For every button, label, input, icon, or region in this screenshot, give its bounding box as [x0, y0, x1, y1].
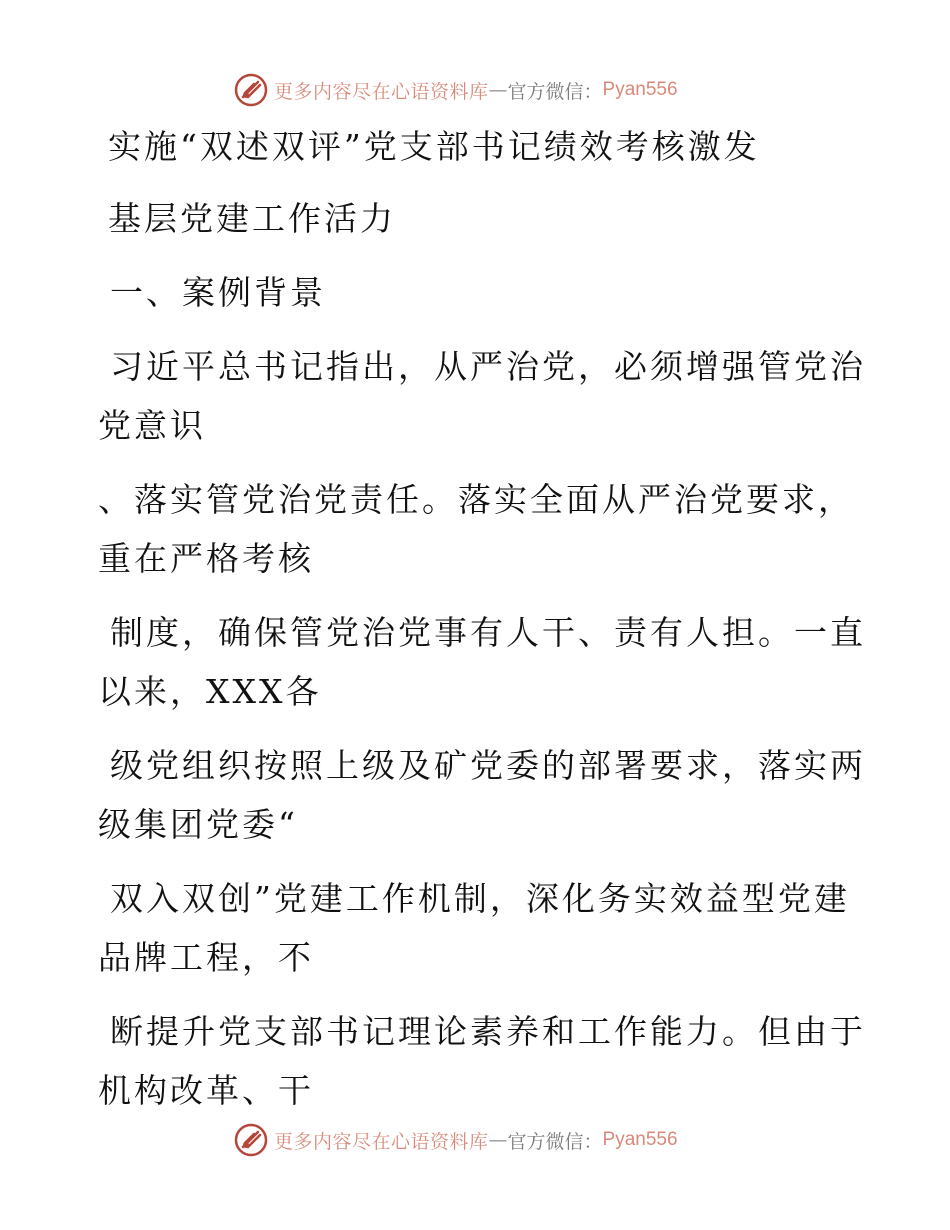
- body-line: 双入双创”党建工作机制，深化务实效益型党建: [110, 879, 850, 918]
- body-line: 机构改革、干: [98, 1071, 314, 1110]
- body-line: 以来，XXX各: [98, 672, 322, 711]
- body-line: 级党组织按照上级及矿党委的部署要求，落实两: [110, 746, 866, 785]
- document-title-line-2: 基层党建工作活力: [108, 199, 396, 238]
- watermark-label: 官方微信：: [507, 1130, 603, 1153]
- header-watermark: [234, 72, 678, 108]
- body-line: 品牌工程，不: [98, 938, 314, 977]
- body-line: 制度，确保管党治党事有人干、责有人担。一直: [110, 613, 866, 652]
- body-line: 、落实管党治党责任。落实全面从严治党要求，: [98, 480, 854, 519]
- body-line: 党意识: [98, 406, 206, 445]
- watermark-wechat-id: Pyan556: [602, 79, 678, 100]
- body-line: 级集团党委“: [98, 805, 298, 844]
- watermark-label: 官方微信：: [507, 80, 603, 103]
- body-line: 断提升党支部书记理论素养和工作能力。但由于: [110, 1012, 866, 1051]
- body-line: 重在严格考核: [98, 539, 314, 578]
- document-title-line-1: 实施“双述双评”党支部书记绩效考核激发: [108, 127, 760, 166]
- body-line: 习近平总书记指出，从严治党，必须增强管党治: [110, 347, 866, 386]
- section-heading: 一、案例背景: [110, 273, 326, 312]
- watermark-site-text: 更多内容尽在心语资料库: [274, 80, 489, 103]
- footer-watermark: [234, 1122, 678, 1158]
- brand-logo-icon: [234, 1123, 268, 1157]
- watermark-site-text: 更多内容尽在心语资料库: [274, 1130, 489, 1153]
- brand-logo-icon: [234, 73, 268, 107]
- watermark-wechat-id: Pyan556: [602, 1129, 678, 1150]
- watermark-separator: —: [488, 1129, 508, 1151]
- watermark-separator: —: [488, 79, 508, 101]
